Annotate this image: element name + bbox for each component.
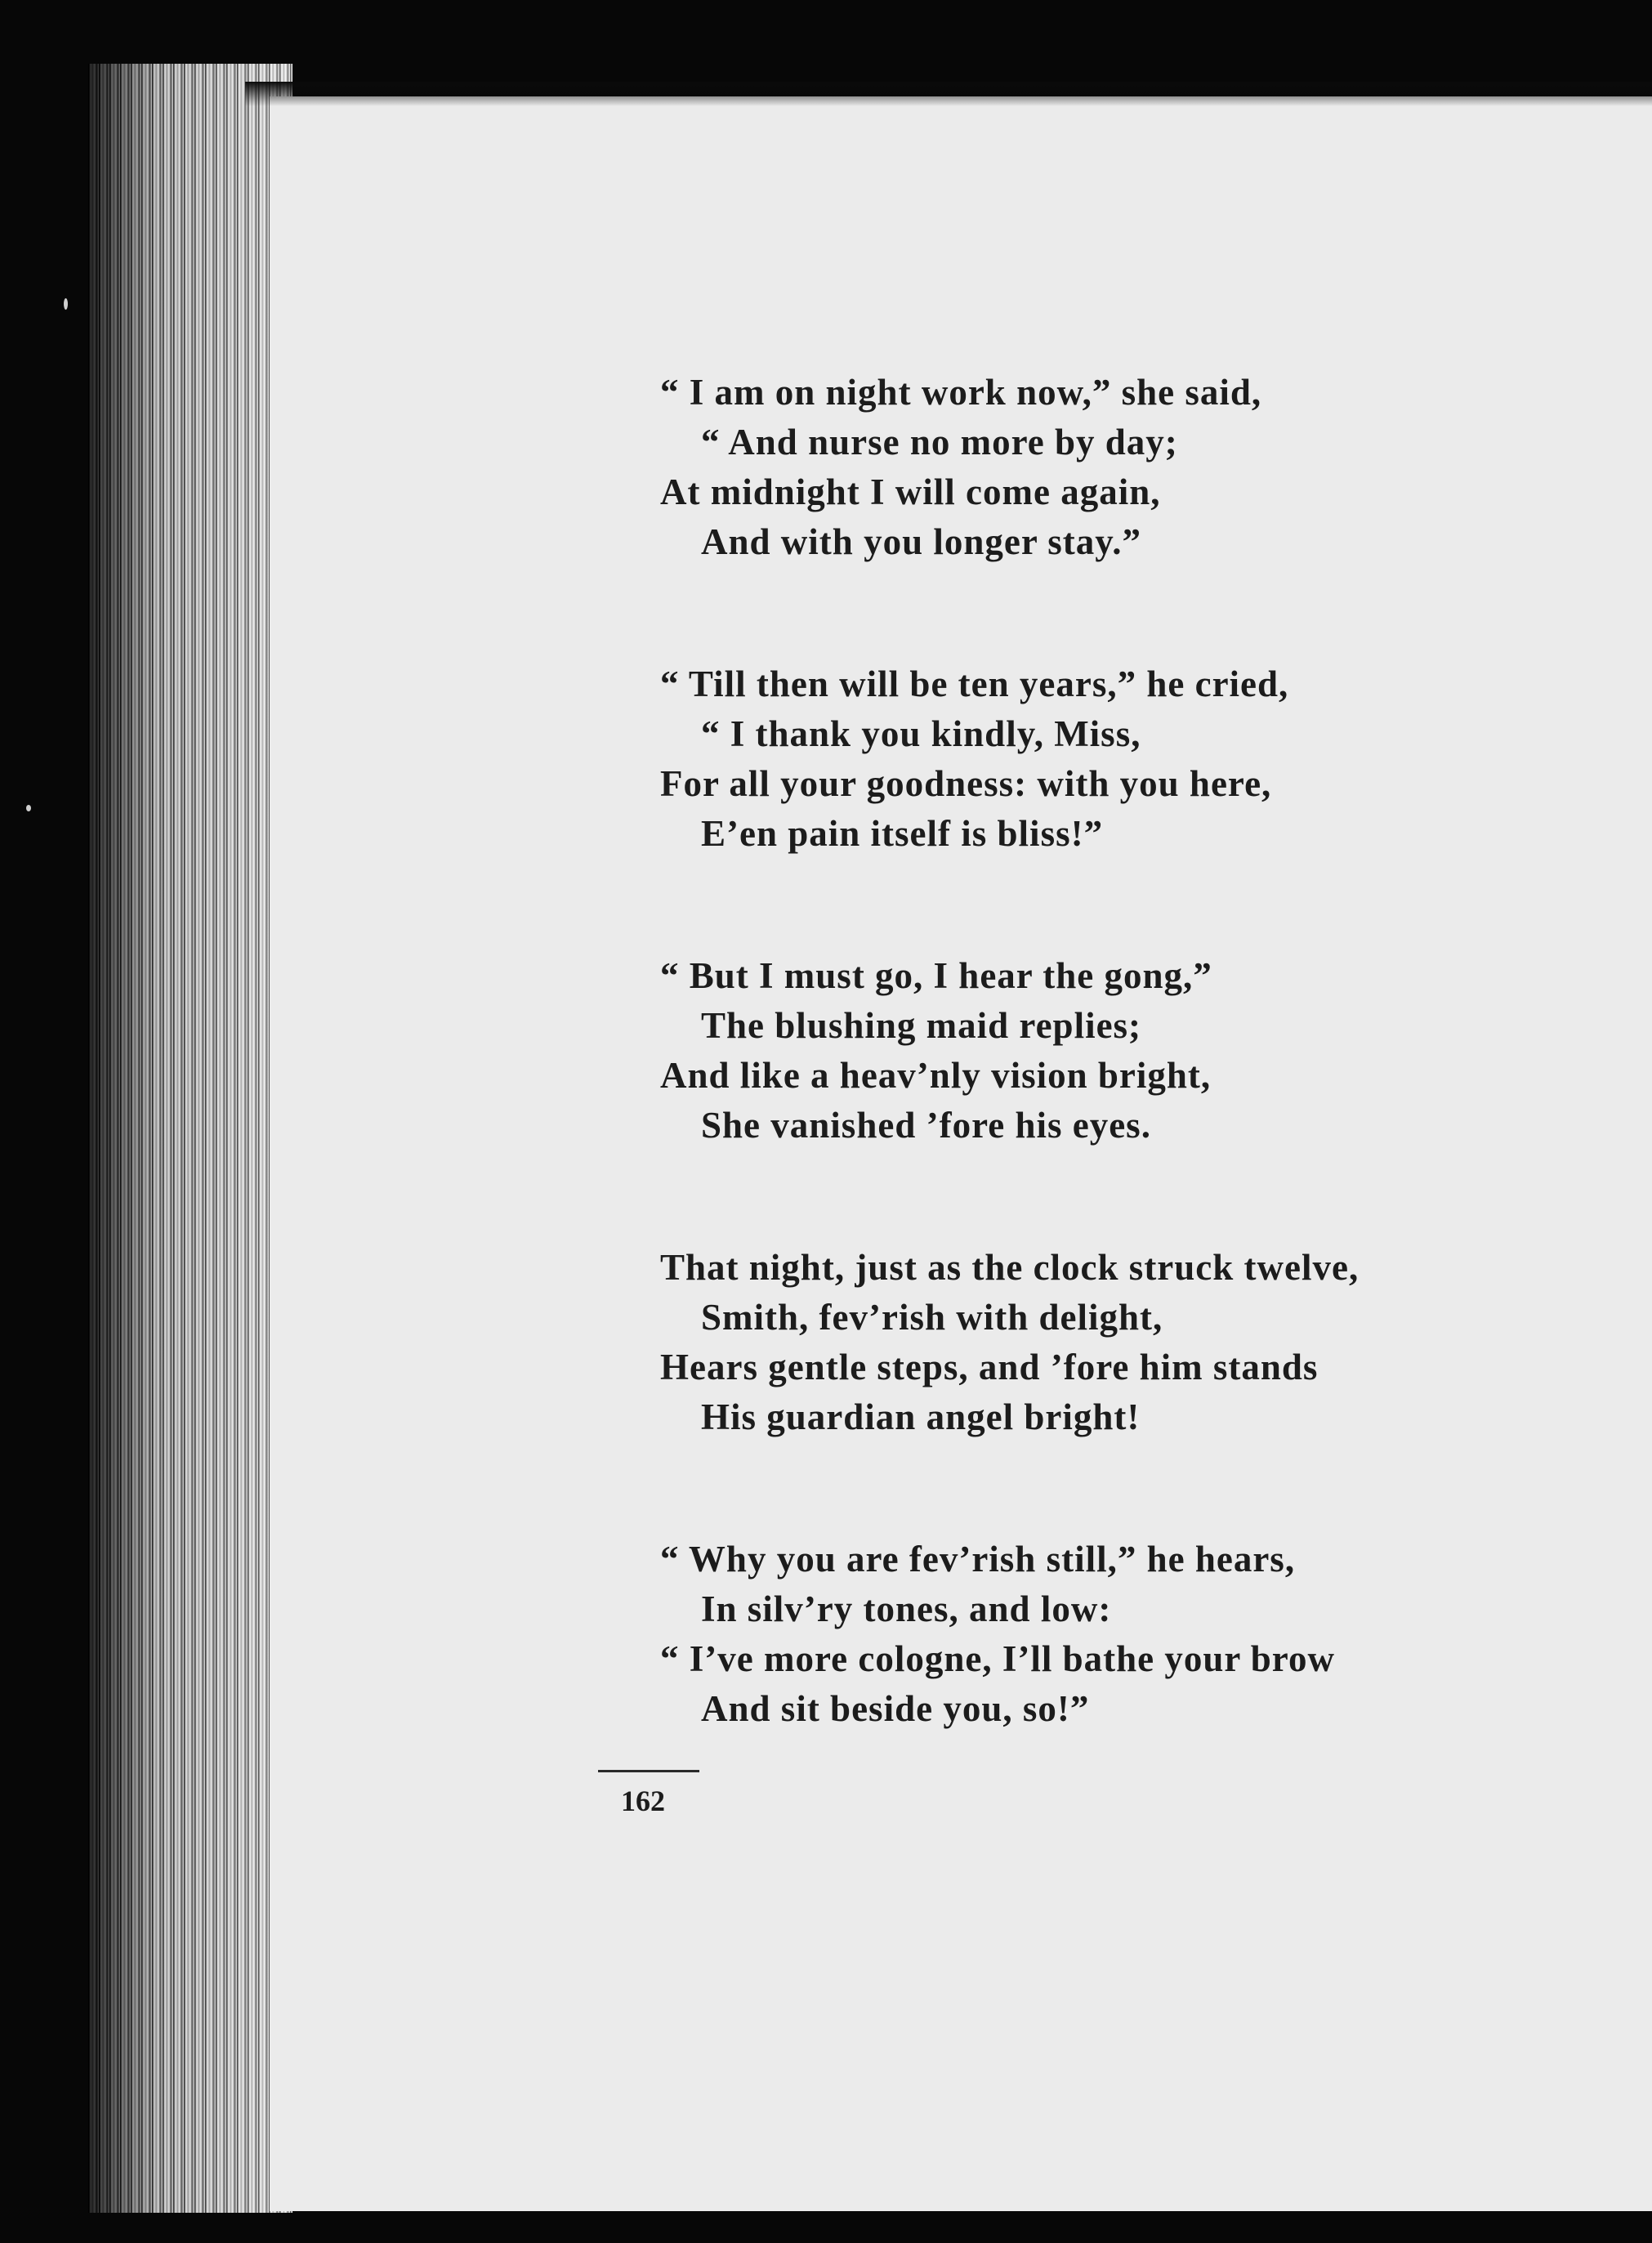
- poem-line: E’en pain itself is bliss!”: [701, 813, 1104, 854]
- stanza: [660, 368, 1641, 567]
- poem-line: And sit beside you, so!”: [701, 1688, 1090, 1729]
- page-edges: [88, 64, 292, 2213]
- poem-line: That night, just as the clock struck twelve,: [660, 1247, 1360, 1288]
- dust-speck: [64, 298, 68, 310]
- stanza: [660, 1535, 1641, 1734]
- poem-line: At midnight I will come again,: [660, 471, 1161, 512]
- stanza: [660, 1243, 1641, 1442]
- poem-line: She vanished ’fore his eyes.: [701, 1105, 1151, 1146]
- poem-line: And with you longer stay.”: [701, 521, 1142, 562]
- poem-line: For all your goodness: with you here,: [660, 763, 1272, 804]
- poem-line: Smith, fev’rish with delight,: [701, 1297, 1163, 1338]
- page-top-shadow: [245, 82, 1652, 106]
- poem-line: “ I thank you kindly, Miss,: [701, 713, 1141, 754]
- poem-line: Hears gentle steps, and ’fore him stands: [660, 1347, 1319, 1387]
- poem-line: “ But I must go, I hear the gong,”: [660, 955, 1212, 996]
- dust-speck: [26, 805, 31, 811]
- poem-line: The blushing maid replies;: [701, 1005, 1142, 1046]
- page-number-rule: [598, 1770, 699, 1772]
- poem-line: “ I’ve more cologne, I’ll bathe your brow: [660, 1638, 1335, 1679]
- poem-line: “ I am on night work now,” she said,: [660, 372, 1262, 413]
- poem-line: “ Till then will be ten years,” he cried,: [660, 664, 1289, 704]
- poem-body: [660, 368, 1641, 1826]
- poem-line: And like a heav’nly vision bright,: [660, 1055, 1212, 1096]
- poem-line: His guardian angel bright!: [701, 1396, 1141, 1437]
- stanza: [660, 951, 1641, 1151]
- stanza: [660, 659, 1641, 859]
- poem-line: “ Why you are fev’rish still,” he hears,: [660, 1539, 1296, 1579]
- poem-line: In silv’ry tones, and low:: [701, 1588, 1112, 1629]
- page-number: 162: [621, 1785, 665, 1817]
- poem-line: “ And nurse no more by day;: [701, 422, 1178, 462]
